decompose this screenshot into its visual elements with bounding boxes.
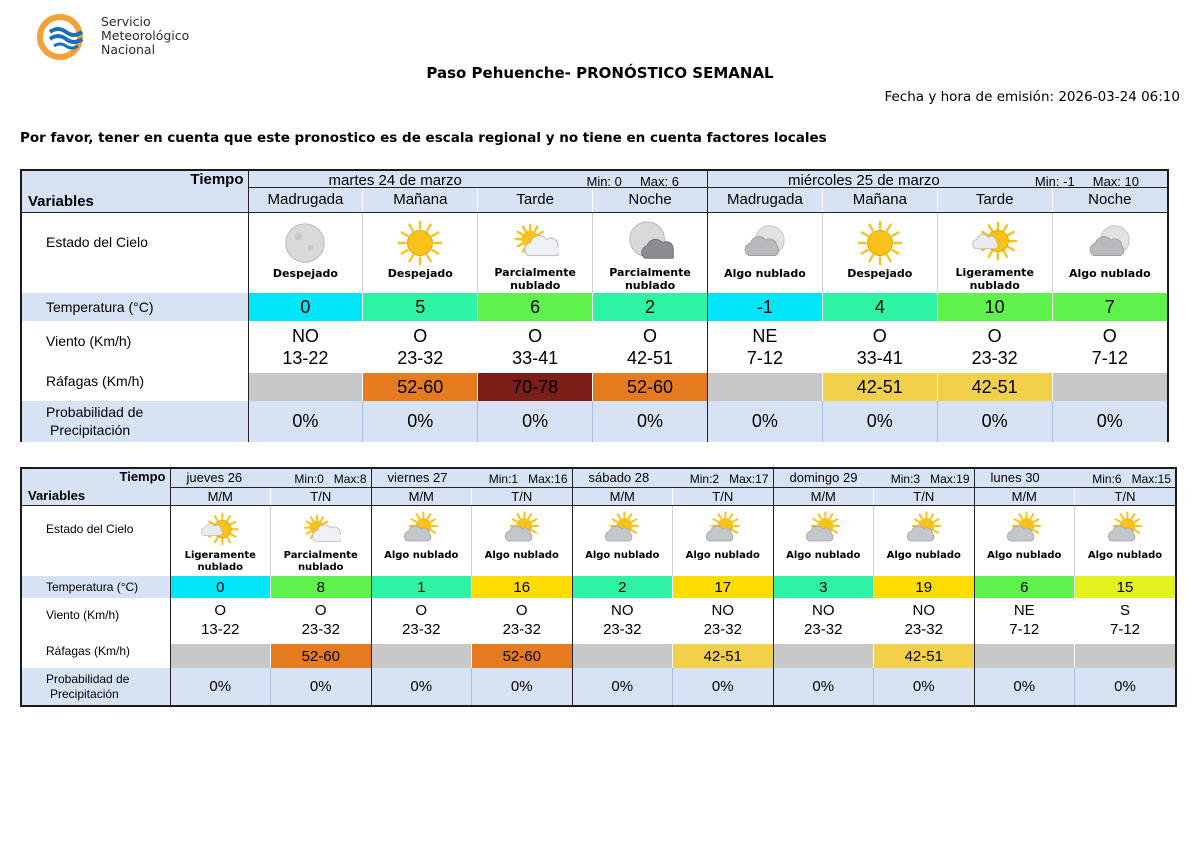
precip-probability: 0% [673, 668, 774, 705]
label-probabilidad [22, 668, 170, 705]
day-min-value: 3 [913, 472, 921, 486]
wind-cell [472, 598, 573, 644]
sun-behind-cloud-icon [874, 510, 974, 550]
day-name: jueves 26 [186, 470, 243, 485]
min-label: Min: [689, 472, 713, 486]
precip-probability: 0% [974, 668, 1075, 705]
wind-speed: 7-12 [1009, 621, 1040, 638]
day-max-value: 6 [671, 174, 679, 187]
day-max-value: 10 [1124, 174, 1139, 187]
max-label: Max: [333, 472, 360, 486]
wind-direction: O [987, 325, 1002, 346]
day-min-value: -1 [1063, 174, 1075, 187]
sky-state-cell [974, 505, 1075, 576]
sky-state-line: Ligeramente [184, 550, 256, 561]
wind-speed: 13-22 [201, 621, 240, 638]
label-probabilidad-line1: Probabilidad de [46, 671, 130, 686]
day-header [371, 469, 572, 487]
wind-direction: NO [711, 602, 734, 620]
day-header [974, 469, 1175, 487]
gust-value [1052, 373, 1167, 401]
day-header [708, 171, 1168, 187]
wind-cell [974, 598, 1075, 644]
sky-state-text [708, 267, 822, 293]
gust-value [572, 644, 673, 668]
wind-direction: O [214, 602, 227, 620]
wind-speed: 23-32 [502, 621, 541, 638]
day-name: domingo 29 [789, 470, 858, 485]
max-label: Max: [528, 472, 555, 486]
wind-speed: 7-12 [746, 348, 783, 368]
day-min-max [1092, 472, 1171, 486]
label-probabilidad-line2: Precipitación [50, 421, 131, 438]
wind-direction: O [314, 602, 327, 620]
logo-line-3: Nacional [101, 42, 156, 57]
day-min-max [1035, 174, 1139, 187]
precip-probability: 0% [593, 401, 708, 442]
precip-probability: 0% [937, 401, 1052, 442]
sun-behind-cloud-icon [573, 510, 673, 550]
wind-speed: 7-12 [1091, 348, 1128, 368]
logo-line-2: Meteorológico [101, 28, 190, 43]
min-label: Min: [294, 472, 318, 486]
period-header: M/M [572, 487, 673, 505]
wind-speed: 33-41 [856, 348, 903, 368]
wind-direction: O [1102, 325, 1117, 346]
sky-state-cell [822, 212, 937, 293]
min-label: Min: [1034, 174, 1060, 187]
max-label: Max: [1092, 174, 1121, 187]
sky-state-text [593, 266, 707, 293]
sky-state-line: Algo nublado [484, 550, 559, 561]
precip-probability: 0% [572, 668, 673, 705]
wind-cell [822, 321, 937, 373]
wind-direction: NO [611, 602, 634, 620]
period-header: T/N [874, 487, 975, 505]
wind-direction: NE [1013, 602, 1035, 620]
sky-state-text [1053, 267, 1167, 293]
precip-probability: 0% [472, 668, 573, 705]
wind-direction: O [413, 325, 428, 346]
gust-value [371, 644, 472, 668]
precip-probability: 0% [708, 401, 823, 442]
sky-state-cell [472, 505, 573, 576]
sun-cloud-small-icon [171, 510, 271, 550]
day-min-max [891, 472, 970, 486]
label-viento [22, 321, 248, 373]
wind-speed: 23-32 [301, 621, 340, 638]
day-max-value: 19 [956, 472, 970, 486]
precip-probability: 0% [874, 668, 975, 705]
wind-direction: S [1119, 602, 1130, 620]
day-min-max [586, 174, 679, 187]
period-header: M/M [974, 487, 1075, 505]
gust-value [248, 373, 363, 401]
day-max-value: 15 [1157, 472, 1171, 486]
wind-speed: 23-32 [971, 348, 1018, 368]
sky-state-cell [708, 212, 823, 293]
max-label: Max: [729, 472, 756, 486]
day-header [248, 171, 708, 187]
gust-value: 42-51 [673, 644, 774, 668]
moon-cloud-light-icon [708, 219, 822, 267]
day-min-max [690, 472, 769, 486]
temperature-value: 1 [371, 576, 472, 598]
temperature-value: 7 [1052, 293, 1167, 321]
temperature-value: 2 [572, 576, 673, 598]
logo-line-1: Servicio [101, 14, 151, 29]
period-header: M/M [773, 487, 874, 505]
label-temperatura [22, 293, 248, 321]
day-header [170, 469, 371, 487]
page-title: Paso Pehuenche- PRONÓSTICO SEMANAL [426, 64, 774, 82]
sky-state-line: Algo nublado [1068, 267, 1151, 280]
sky-state-text [478, 266, 592, 293]
sky-state-cell [1075, 505, 1176, 576]
sky-state-line: Algo nublado [724, 267, 806, 280]
day-min-value: 0 [614, 174, 622, 187]
label-rafagas [22, 644, 170, 668]
moon-cloud-light-icon [1053, 219, 1167, 267]
sky-state-cell [170, 505, 271, 576]
issue-datetime: Fecha y hora de emisión: 2026-03-24 06:10 [884, 89, 1180, 105]
wind-cell [572, 598, 673, 644]
temperature-value: 6 [478, 293, 593, 321]
temperature-value: -1 [708, 293, 823, 321]
gust-value [170, 644, 271, 668]
day-min-max [489, 472, 568, 486]
wind-cell [478, 321, 593, 373]
temperature-value: 6 [974, 576, 1075, 598]
header-tiempo-variables [22, 469, 170, 505]
day-max-value: 8 [359, 472, 367, 486]
label-viento-text: Viento (Km/h) [46, 333, 132, 349]
wind-direction: O [415, 602, 428, 620]
wind-speed: 33-41 [512, 348, 559, 368]
day-max-value: 17 [755, 472, 769, 486]
variables-label: Variables [28, 192, 94, 210]
precip-probability: 0% [1075, 668, 1176, 705]
sun-behind-cloud-icon [372, 510, 472, 550]
label-rafagas-text: Ráfagas (Km/h) [46, 373, 145, 389]
period-header: T/N [1075, 487, 1176, 505]
wind-speed: 23-32 [603, 621, 642, 638]
wind-direction: NO [291, 325, 319, 346]
sky-state-line: Despejado [387, 267, 453, 280]
gust-value [1075, 644, 1176, 668]
sky-state-text [874, 550, 974, 576]
period-header: Mañana [822, 187, 937, 212]
wind-cell [271, 598, 372, 644]
wind-direction: NE [752, 325, 778, 346]
smn-logo-icon [36, 12, 96, 62]
wind-speed: 42-51 [627, 348, 674, 368]
variables-label: Variables [28, 487, 86, 503]
wind-cell [1052, 321, 1167, 373]
sky-state-line: Ligeramente [955, 265, 1034, 279]
wind-speed: 23-32 [397, 348, 444, 368]
sky-state-line: Algo nublado [1087, 550, 1163, 561]
period-header: M/M [170, 487, 271, 505]
sky-state-text [271, 550, 371, 576]
moon-clear-icon [249, 219, 363, 267]
sun-behind-cloud-icon [673, 510, 773, 550]
label-estado-cielo-text: Estado del Cielo [46, 521, 134, 536]
sky-state-cell [478, 212, 593, 293]
wind-speed: 7-12 [1109, 621, 1141, 638]
gust-value [708, 373, 823, 401]
forecast-table-daily-periods [20, 169, 1169, 442]
label-viento-text: Viento (Km/h) [46, 608, 120, 622]
sky-state-text [472, 550, 572, 576]
sky-state-line: Parcialmente [609, 265, 691, 279]
period-header: Tarde [478, 187, 593, 212]
sun-icon [363, 219, 477, 267]
sky-state-line: nublado [624, 278, 676, 292]
sky-state-line: Algo nublado [987, 550, 1062, 561]
label-estado-cielo-text: Estado del Cielo [46, 233, 148, 250]
sky-state-cell [593, 212, 708, 293]
temperature-value: 15 [1075, 576, 1176, 598]
sky-state-cell [937, 212, 1052, 293]
sun-icon [823, 219, 937, 267]
sky-state-line: Despejado [847, 267, 913, 280]
sky-state-line: Parcialmente [494, 265, 576, 279]
period-header: Madrugada [248, 187, 363, 212]
label-estado-cielo [22, 505, 170, 576]
day-header [773, 469, 974, 487]
wind-direction: O [515, 602, 528, 620]
precip-probability: 0% [363, 401, 478, 442]
wind-cell [371, 598, 472, 644]
label-temperatura-text: Temperatura (°C) [46, 299, 154, 315]
smn-logo [36, 12, 216, 62]
day-name: martes 24 de marzo [328, 172, 462, 187]
sky-state-text [171, 550, 271, 576]
gust-value: 42-51 [874, 644, 975, 668]
sky-state-cell [271, 505, 372, 576]
max-label: Max: [639, 174, 669, 187]
min-label: Min: [586, 174, 612, 187]
label-viento [22, 598, 170, 644]
wind-direction: NO [812, 602, 835, 620]
wind-direction: O [872, 325, 887, 346]
wind-cell [1075, 598, 1176, 644]
sky-state-line: Algo nublado [685, 550, 760, 561]
header-tiempo-variables [22, 171, 248, 212]
wind-cell [593, 321, 708, 373]
precip-probability: 0% [271, 668, 372, 705]
sun-cloud-icon [271, 510, 371, 550]
min-label: Min: [890, 472, 914, 486]
period-header: Tarde [937, 187, 1052, 212]
temperature-value: 0 [248, 293, 363, 321]
sky-state-line: Algo nublado [384, 550, 459, 561]
sun-cloud-icon [478, 218, 592, 266]
wind-direction: NO [912, 602, 935, 620]
period-header: Noche [593, 187, 708, 212]
sky-state-line: nublado [197, 562, 244, 573]
day-min-max [294, 472, 366, 486]
temperature-value: 10 [937, 293, 1052, 321]
wind-cell [363, 321, 478, 373]
wind-cell [874, 598, 975, 644]
temperature-value: 3 [773, 576, 874, 598]
sky-state-text [1075, 550, 1175, 576]
precip-probability: 0% [170, 668, 271, 705]
wind-speed: 13-22 [282, 348, 329, 368]
day-name: viernes 27 [387, 470, 448, 485]
sky-state-cell [673, 505, 774, 576]
tiempo-label: Tiempo [190, 171, 244, 188]
sky-state-line: nublado [297, 562, 344, 573]
sun-cloud-small-icon [938, 218, 1052, 266]
day-name: lunes 30 [990, 470, 1040, 485]
sky-state-line: Despejado [272, 267, 338, 280]
sky-state-cell [1052, 212, 1167, 293]
precip-probability: 0% [822, 401, 937, 442]
wind-speed: 23-32 [804, 621, 843, 638]
period-header: T/N [271, 487, 372, 505]
day-min-value: 0 [317, 472, 324, 486]
wind-direction: O [528, 325, 543, 346]
tiempo-label: Tiempo [119, 469, 166, 484]
regional-scale-note: Por favor, tener en cuenta que este pronostico es de escala regional y no tiene en cuenta factores locales [20, 130, 827, 146]
sky-state-line: nublado [510, 278, 561, 292]
sky-state-text [975, 550, 1075, 576]
sky-state-text [363, 267, 477, 293]
day-name: sábado 28 [588, 470, 650, 485]
max-label: Max: [930, 472, 957, 486]
min-label: Min: [488, 472, 512, 486]
forecast-table-weekly [20, 467, 1177, 707]
sun-behind-cloud-icon [774, 510, 874, 550]
period-header: T/N [472, 487, 573, 505]
wind-speed: 23-32 [904, 621, 943, 638]
sky-state-cell [572, 505, 673, 576]
precip-probability: 0% [371, 668, 472, 705]
sky-state-cell [874, 505, 975, 576]
sky-state-cell [248, 212, 363, 293]
sky-state-line: Algo nublado [886, 550, 961, 561]
sky-state-text [938, 266, 1052, 293]
sky-state-text [774, 550, 874, 576]
wind-cell [170, 598, 271, 644]
precip-probability: 0% [1052, 401, 1167, 442]
sky-state-text [372, 550, 472, 576]
temperature-value: 5 [363, 293, 478, 321]
label-temperatura [22, 576, 170, 598]
gust-value: 52-60 [593, 373, 708, 401]
precip-probability: 0% [773, 668, 874, 705]
temperature-value: 8 [271, 576, 372, 598]
label-probabilidad-line2: Precipitación [50, 686, 119, 701]
wind-cell [673, 598, 774, 644]
wind-cell [248, 321, 363, 373]
sky-state-cell [363, 212, 478, 293]
sky-state-text [673, 550, 773, 576]
period-header: M/M [371, 487, 472, 505]
period-header: Noche [1052, 187, 1167, 212]
wind-speed: 23-32 [402, 621, 441, 638]
day-header [572, 469, 773, 487]
gust-value: 70-78 [478, 373, 593, 401]
label-rafagas [22, 373, 248, 401]
gust-value: 42-51 [822, 373, 937, 401]
period-header: Mañana [363, 187, 478, 212]
sky-state-line: nublado [969, 278, 1020, 292]
min-label: Min: [1092, 472, 1115, 486]
sky-state-line: Algo nublado [585, 550, 660, 561]
wind-cell [773, 598, 874, 644]
temperature-value: 0 [170, 576, 271, 598]
sun-behind-cloud-icon [472, 510, 572, 550]
day-max-value: 16 [554, 472, 568, 486]
sky-state-text [823, 267, 937, 293]
max-label: Max: [1131, 472, 1158, 486]
gust-value: 52-60 [271, 644, 372, 668]
precip-probability: 0% [248, 401, 363, 442]
sky-state-cell [371, 505, 472, 576]
sky-state-text [573, 550, 673, 576]
period-header: T/N [673, 487, 774, 505]
wind-direction: O [643, 325, 658, 346]
wind-speed: 23-32 [703, 621, 742, 638]
label-probabilidad-line1: Probabilidad de [46, 404, 144, 420]
sky-state-line: Parcialmente [283, 550, 358, 561]
gust-value: 42-51 [937, 373, 1052, 401]
sky-state-text [249, 267, 363, 293]
sun-behind-cloud-icon [975, 510, 1075, 550]
temperature-value: 2 [593, 293, 708, 321]
day-min-value: 6 [1114, 472, 1122, 486]
wind-cell [708, 321, 823, 373]
day-min-value: 1 [511, 472, 519, 486]
sun-behind-cloud-icon [1075, 510, 1175, 550]
label-rafagas-text: Ráfagas (Km/h) [46, 644, 131, 658]
gust-value [773, 644, 874, 668]
wind-cell [937, 321, 1052, 373]
day-min-value: 2 [712, 472, 720, 486]
temperature-value: 19 [874, 576, 975, 598]
day-name: miércoles 25 de marzo [788, 172, 940, 187]
sky-state-line: Algo nublado [786, 550, 861, 561]
temperature-value: 17 [673, 576, 774, 598]
period-header: Madrugada [708, 187, 823, 212]
gust-value: 52-60 [363, 373, 478, 401]
label-probabilidad [22, 401, 248, 442]
gust-value: 52-60 [472, 644, 573, 668]
temperature-value: 4 [822, 293, 937, 321]
label-estado-cielo [22, 212, 248, 293]
moon-cloud-dark-icon [593, 218, 707, 266]
sky-state-cell [773, 505, 874, 576]
label-temperatura-text: Temperatura (°C) [46, 580, 139, 594]
gust-value [974, 644, 1075, 668]
temperature-value: 16 [472, 576, 573, 598]
precip-probability: 0% [478, 401, 593, 442]
